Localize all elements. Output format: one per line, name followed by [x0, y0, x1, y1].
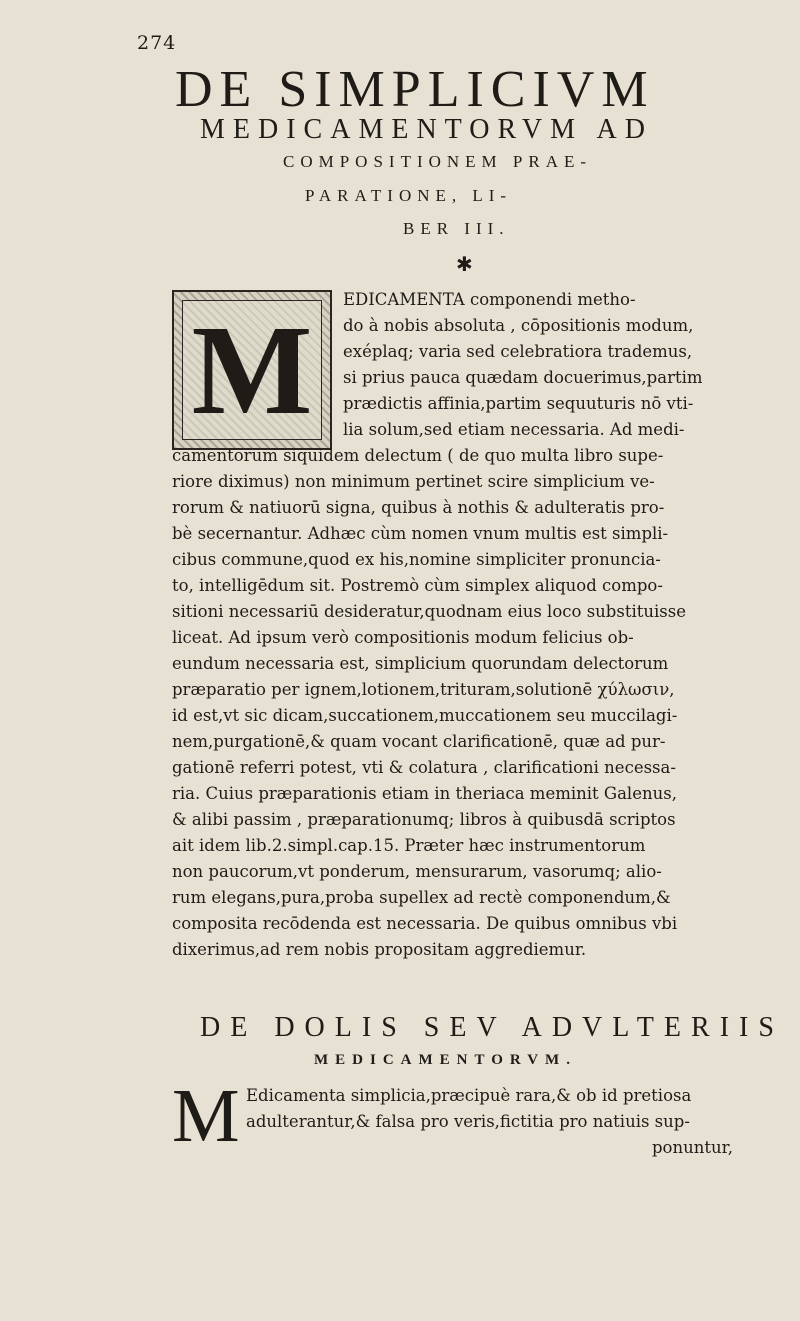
title-line-3: COMPOSITIONEM PRAE- — [283, 152, 593, 171]
text-line: cibus commune,quod ex his,nomine simpliciter pronuncia- — [172, 550, 661, 569]
page-number: 274 — [137, 32, 177, 54]
text-line: liceat. Ad ipsum verò compositionis modum felicius ob- — [172, 628, 634, 647]
text-line: rum elegans,pura,proba supellex ad rectè componendum,& — [172, 888, 671, 907]
text-line: ait idem lib.2.simpl.cap.15. Præter hæc instrumentorum — [172, 836, 646, 855]
section-subtitle: MEDICAMENTORVM. — [314, 1052, 577, 1068]
text-line: to, intelligēdum sit. Postremò cùm simplex aliquod compo- — [172, 576, 663, 595]
text-line: riore diximus) non minimum pertinet scire simplicium ve- — [172, 472, 655, 491]
text-line: eundum necessaria est, simplicium quorundam delectorum — [172, 654, 669, 673]
text-line: & alibi passim , præparationumq; libros à quibusdā scriptos — [172, 810, 676, 829]
text-line: camentorum siquidem delectum ( de quo multa libro supe- — [172, 446, 664, 465]
text-line: id est,vt sic dicam,succationem,muccationem seu muccilagi- — [172, 706, 678, 725]
ornament-icon: ✱ — [456, 252, 473, 276]
text-line: lia solum,sed etiam necessaria. Ad medi- — [343, 420, 685, 439]
text-line: dixerimus,ad rem nobis propositam aggrediemur. — [172, 940, 587, 959]
text-line: ponuntur, — [652, 1138, 733, 1157]
text-line: rorum & natiuorū signa, quibus à nothis & adulteratis pro- — [172, 498, 665, 517]
section-title: DE DOLIS SEV ADVLTERIIS — [200, 1012, 784, 1043]
title-line-2: MEDICAMENTORVM AD — [200, 114, 653, 145]
text-line: composita recōdenda est necessaria. De quibus omnibus vbi — [172, 914, 678, 933]
text-line: prædictis affinia,partim sequuturis nō vti- — [343, 394, 694, 413]
text-line: EDICAMENTA componendi metho- — [343, 290, 636, 309]
text-line: si prius pauca quædam docuerimus,partim — [343, 368, 703, 387]
drop-cap-letter: M — [191, 299, 313, 441]
decorated-initial — [172, 290, 332, 450]
text-line: exéplaq; varia sed celebratiora trademus, — [343, 342, 693, 361]
title-line-5: BER III. — [403, 219, 510, 238]
drop-cap-2: M — [172, 1074, 240, 1158]
text-line: adulterantur,& falsa pro veris,fictitia pro natiuis sup- — [246, 1112, 690, 1131]
title-line-4: PARATIONE, LI- — [305, 186, 513, 205]
text-line: nem,purgationē,& quam vocant clarificationē, quæ ad pur- — [172, 732, 666, 751]
text-line: sitioni necessariū desideratur,quodnam eius loco substituisse — [172, 602, 686, 621]
text-line: gationē referri potest, vti & colatura , clarificationi necessa- — [172, 758, 676, 777]
text-line: do à nobis absoluta , cōpositionis modum, — [343, 316, 694, 335]
text-line: bè secernantur. Adhæc cùm nomen vnum multis est simpli- — [172, 524, 669, 543]
text-line: ria. Cuius præparationis etiam in theriaca meminit Galenus, — [172, 784, 677, 803]
text-line: non paucorum,vt ponderum, mensurarum, vasorumq; alio- — [172, 862, 662, 881]
text-line: Edicamenta simplicia,præcipuè rara,& ob id pretiosa — [246, 1086, 692, 1105]
text-line: præparatio per ignem,lotionem,trituram,solutionē χύλωσιν, — [172, 680, 675, 699]
title-line-1: DE SIMPLICIVM — [175, 61, 655, 118]
